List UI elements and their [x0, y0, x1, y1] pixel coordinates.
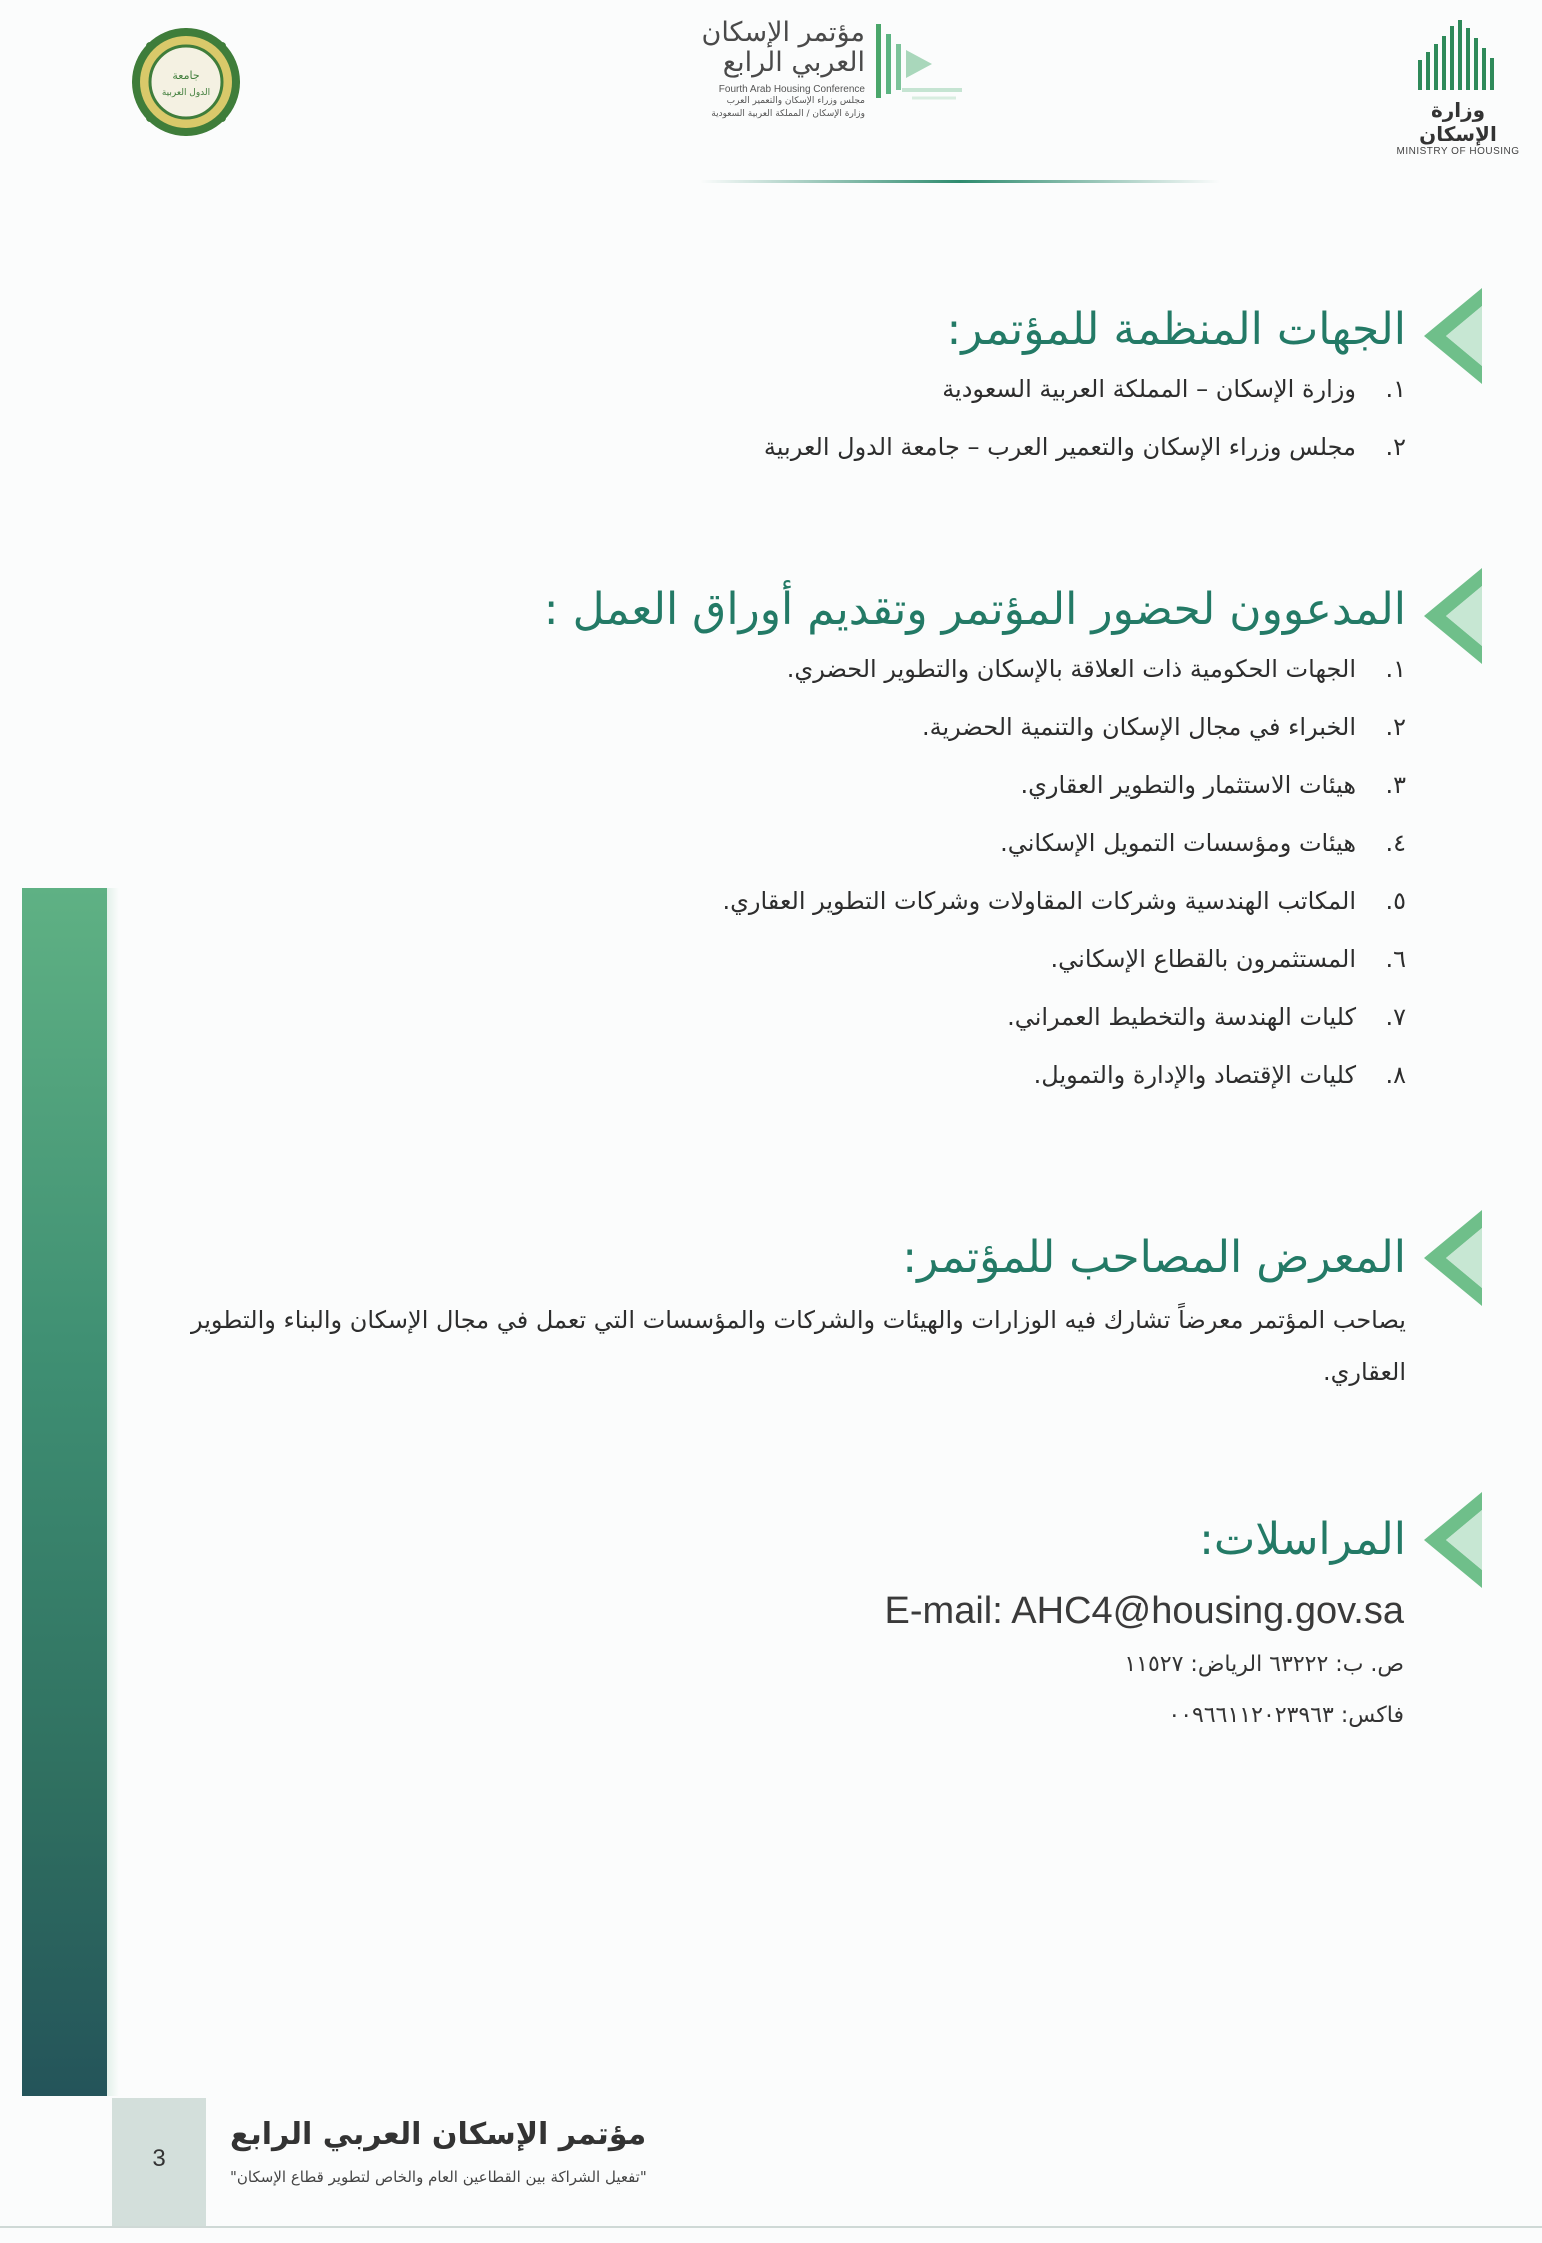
- ministry-logo-mark-icon: [1408, 20, 1508, 92]
- conference-org-line1: مجلس وزراء الإسكان والتعمير العرب: [726, 96, 865, 106]
- left-decorative-band: [22, 888, 107, 2096]
- contact-pobox: ص. ب: ٦٣٢٢٢ الرياض: ١١٥٢٧: [1124, 1652, 1404, 1677]
- exhibition-title: المعرض المصاحب للمؤتمر:: [902, 1232, 1406, 1283]
- list-item: ٨.كليات الإقتصاد والإدارة والتمويل.: [1033, 1061, 1406, 1089]
- ministry-logo: [1392, 20, 1524, 157]
- section-chevron-icon: [1424, 568, 1482, 664]
- organizers-list: [206, 360, 1406, 476]
- footer-slogan: "تفعيل الشراكة بين القطاعين العام والخاص لتطوير قطاع الإسكان": [230, 2168, 647, 2186]
- conference-name-en: Fourth Arab Housing Conference: [718, 84, 865, 95]
- conference-name-line1: مؤتمر الإسكان: [701, 17, 865, 48]
- organizers-title: الجهات المنظمة للمؤتمر:: [946, 304, 1406, 355]
- email-address[interactable]: AHC4@housing.gov.sa: [1011, 1590, 1404, 1632]
- conference-name-line2: العربي الرابع: [722, 47, 865, 78]
- list-item: ٣.هيئات الاستثمار والتطوير العقاري.: [1020, 771, 1406, 799]
- invitees-list: [156, 640, 1406, 1104]
- conference-logo-mark-icon: [872, 20, 964, 102]
- contact-fax: فاكس: ٠٠٩٦٦١١٢٠٢٣٩٦٣: [1168, 1703, 1404, 1728]
- section-chevron-icon: [1424, 288, 1482, 384]
- email-label: E-mail:: [884, 1590, 1003, 1632]
- arab-league-logo: [128, 24, 244, 140]
- list-item: ٤.هيئات ومؤسسات التمويل الإسكاني.: [1000, 829, 1406, 857]
- invitees-section: [156, 580, 1406, 1104]
- ministry-name-en: MINISTRY OF HOUSING: [1396, 146, 1520, 157]
- list-item: ٥.المكاتب الهندسية وشركات المقاولات وشركات التطوير العقاري.: [722, 887, 1406, 915]
- conference-logo-text: [665, 18, 865, 121]
- list-item: ٦.المستثمرون بالقطاع الإسكاني.: [1050, 945, 1406, 973]
- contact-title: المراسلات:: [1199, 1514, 1406, 1565]
- list-item: ١.وزارة الإسكان – المملكة العربية السعودية: [942, 375, 1406, 403]
- section-chevron-icon: [1424, 1492, 1482, 1588]
- section-chevron-icon: [1424, 1210, 1482, 1306]
- list-item: ١.الجهات الحكومية ذات العلاقة بالإسكان والتطوير الحضري.: [786, 655, 1406, 683]
- list-item: ٧.كليات الهندسة والتخطيط العمراني.: [1007, 1003, 1406, 1031]
- list-item: ٢.مجلس وزراء الإسكان والتعمير العرب – جامعة الدول العربية: [763, 433, 1406, 461]
- contact-section: [806, 1510, 1406, 1570]
- ministry-name: وزارة الإسكان: [1419, 98, 1497, 146]
- svg-text:الدول العربية: الدول العربية: [161, 88, 211, 98]
- svg-text:جامعة: جامعة: [172, 69, 200, 82]
- invitees-title: المدعوون لحضور المؤتمر وتقديم أوراق العمل :: [543, 584, 1406, 635]
- exhibition-section: [156, 1228, 1406, 1398]
- exhibition-text: يصاحب المؤتمر معرضاً تشارك فيه الوزارات والهيئات والشركات والمؤسسات التي تعمل في مجال الإسكان والبناء والتطوير العقاري.: [191, 1306, 1406, 1386]
- page-number: 3: [152, 2145, 166, 2172]
- list-item: ٢.الخبراء في مجال الإسكان والتنمية الحضرية.: [921, 713, 1406, 741]
- contact-email: [885, 1590, 1404, 1633]
- conference-org-line2: وزارة الإسكان / المملكة العربية السعودية: [711, 109, 865, 119]
- bottom-divider: [0, 2226, 1542, 2228]
- header-divider: [700, 180, 1220, 183]
- footer-title: مؤتمر الإسكان العربي الرابع: [230, 2117, 647, 2152]
- organizers-section: [206, 300, 1406, 476]
